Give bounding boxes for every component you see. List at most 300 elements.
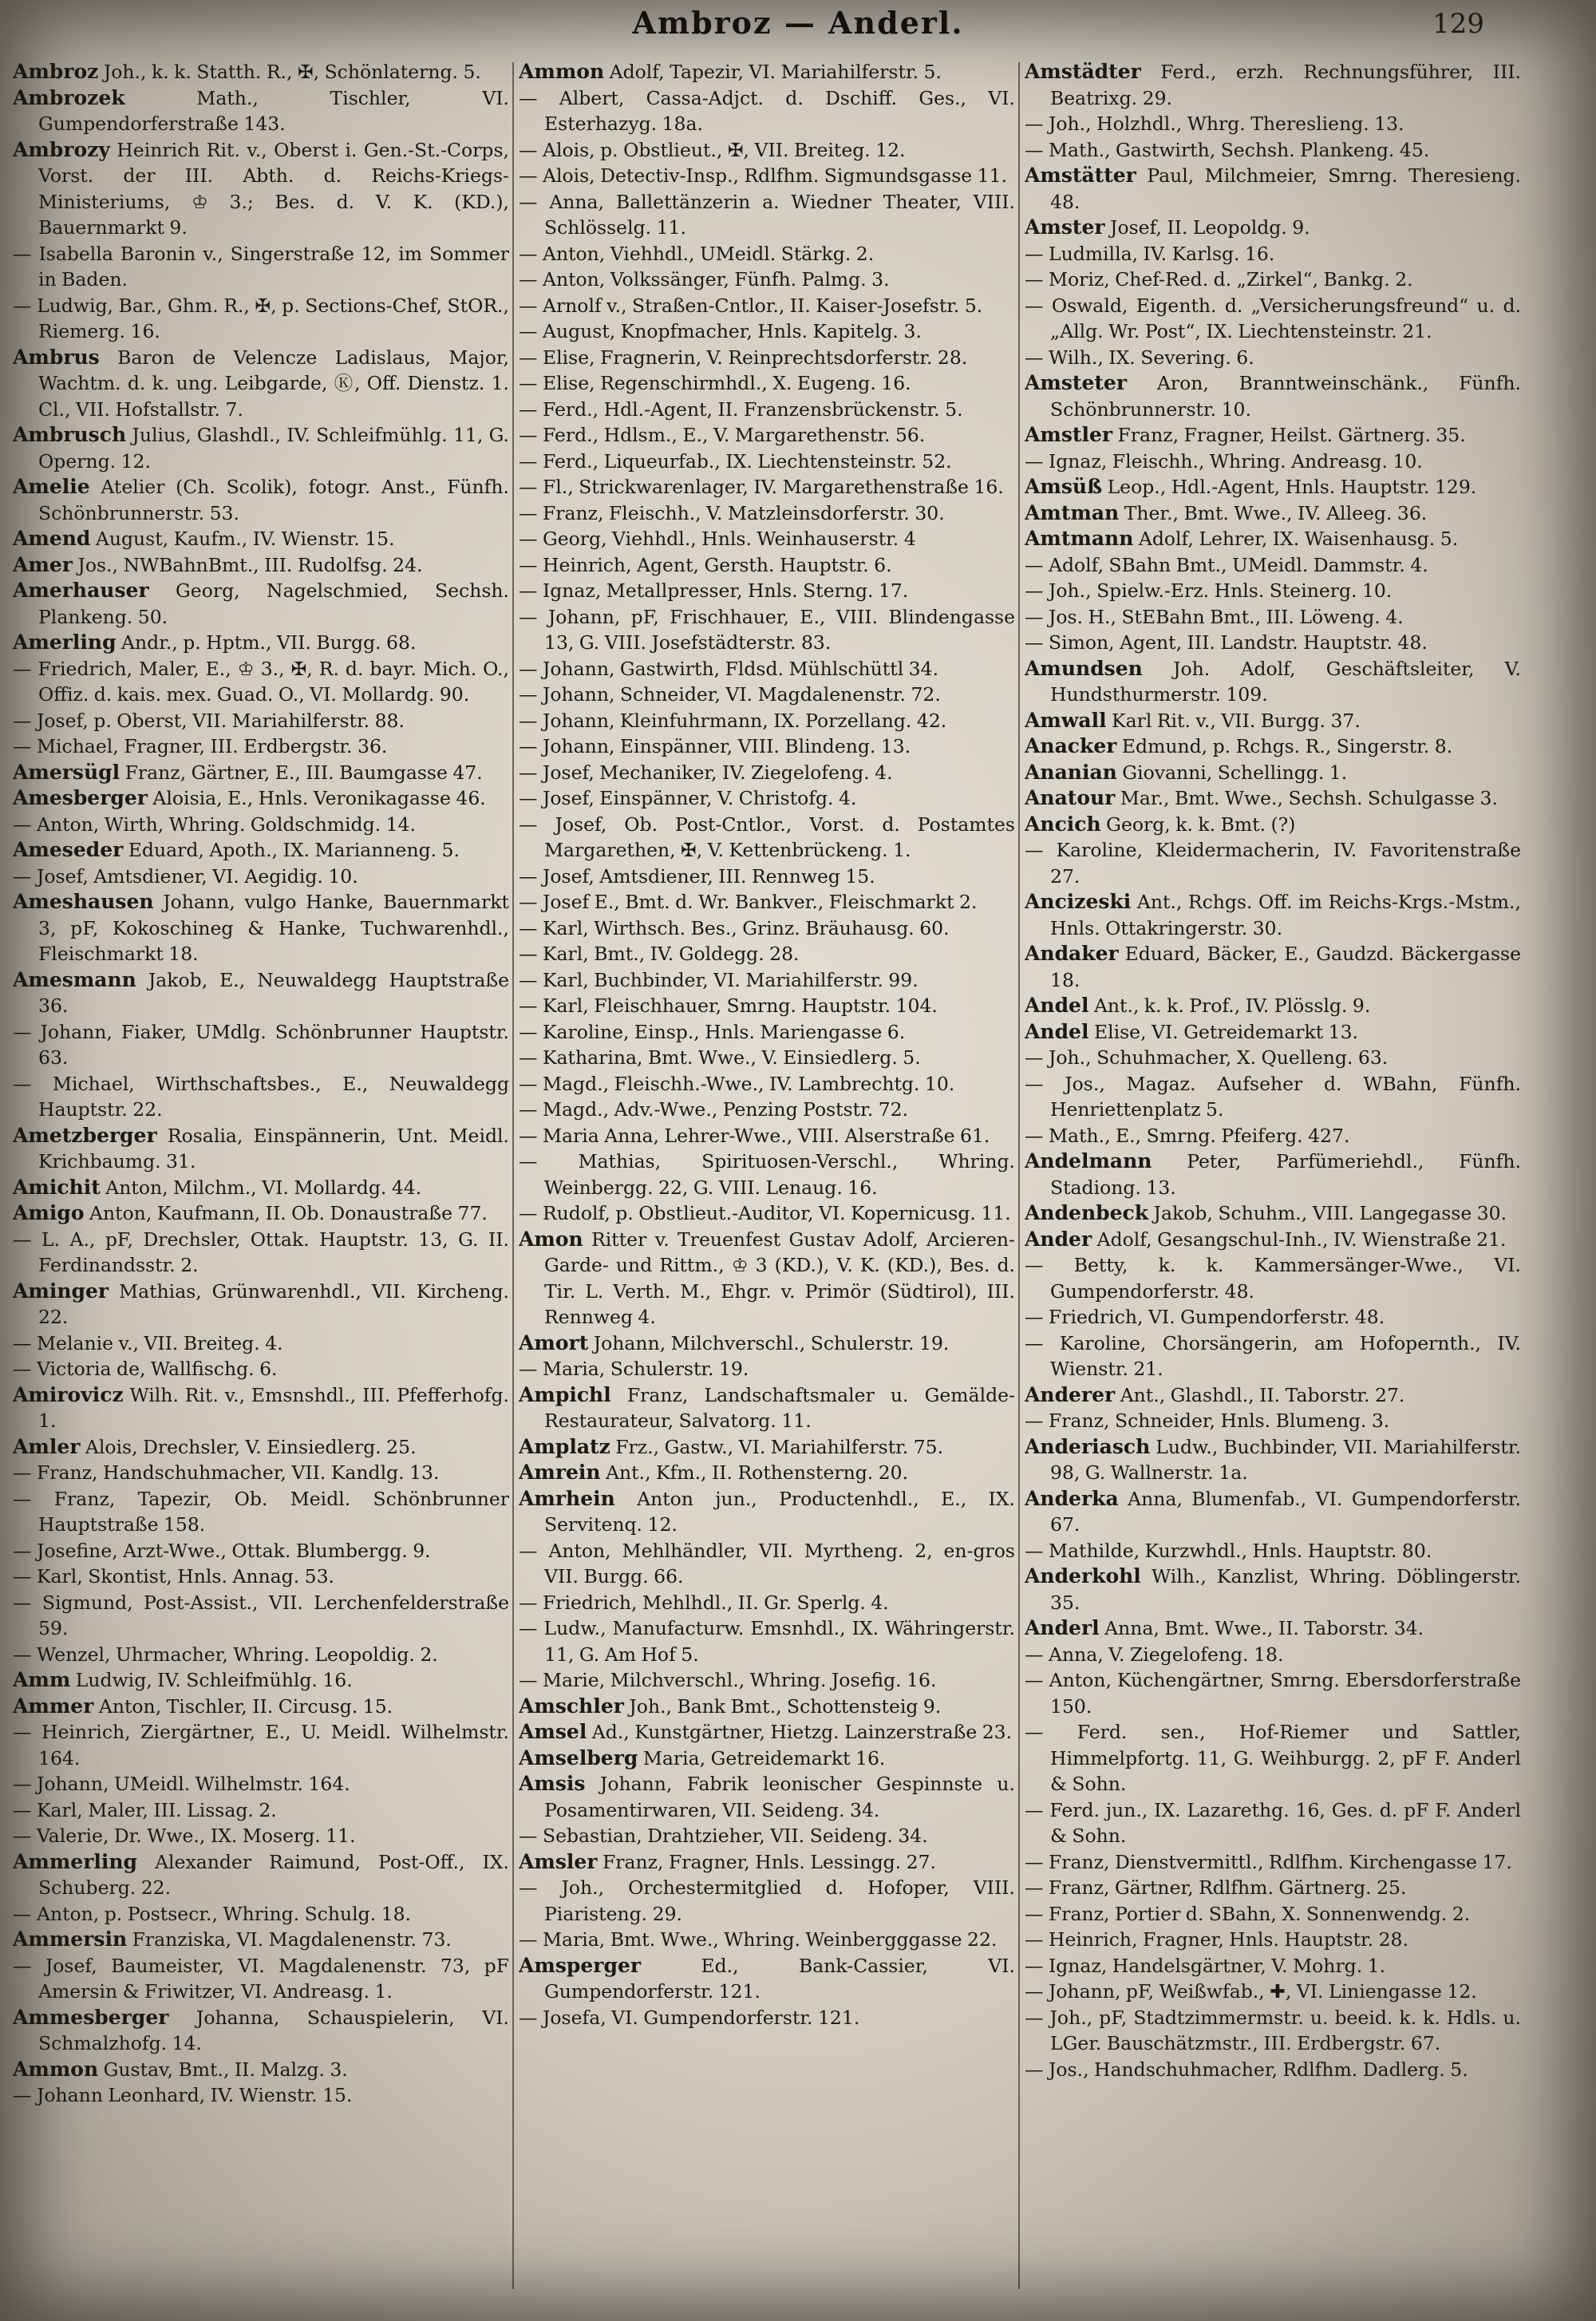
directory-column-3 [1025, 59, 1521, 2310]
entry-surname: Ameseder [13, 838, 124, 861]
entry-details: — Franz, Handschuhmacher, VII. Kandlg. 13. [13, 1461, 440, 1484]
directory-entry [519, 526, 1015, 552]
directory-entry [13, 2082, 509, 2109]
entry-details: Maria, Getreidemarkt 16. [638, 1746, 886, 1769]
directory-entry [1025, 785, 1521, 812]
entry-surname: Ameshausen [13, 890, 154, 913]
entry-details: — Joh., Orchestermitglied d. Hofoper, VIII. Piaristeng. 29. [519, 1876, 1015, 1925]
directory-entry [1025, 708, 1521, 734]
directory-entry [519, 1460, 1015, 1486]
entry-details: — Maria, Bmt. Wwe., Whring. Weinbergggasse 22. [519, 1928, 998, 1951]
entry-surname: Andel [1025, 994, 1089, 1017]
entry-details: — Michael, Fragner, III. Erdbergstr. 36. [13, 735, 388, 757]
directory-entry [519, 2005, 1015, 2031]
entry-details: — Josef, Ob. Post-Cntlor., Vorst. d. Postamtes Margarethen, ✠, V. Kettenbrückeng. 1. [519, 813, 1015, 861]
directory-entry [1025, 760, 1521, 786]
directory-entry [1025, 1382, 1521, 1409]
directory-entry [13, 733, 509, 760]
entry-details: — Elise, Regenschirmhdl., X. Eugeng. 16. [519, 372, 911, 394]
directory-entry [519, 1719, 1015, 1746]
directory-entry [519, 1849, 1015, 1876]
directory-entry [1025, 1953, 1521, 1979]
entry-details: — Ignaz, Fleischh., Whring. Andreasg. 10. [1025, 449, 1423, 473]
entry-surname: Amersügl [13, 760, 120, 784]
entry-surname: Amundsen [1025, 656, 1143, 680]
entry-surname: Amerhauser [13, 579, 149, 602]
entry-details: — Anton, Viehhdl., UMeidl. Stärkg. 2. [519, 242, 875, 265]
entry-details: — Anton, p. Postsecr., Whring. Schulg. 18. [13, 1902, 411, 1925]
directory-entry [1025, 1045, 1521, 1071]
entry-surname: Amstätter [1025, 164, 1136, 187]
entry-details: — Michael, Wirthschaftsbes., E., Neuwaldegg Hauptstr. 22. [13, 1072, 509, 1121]
entry-details: — Ludw., Manufacturw. Emsnhdl., IX. Währingerstr. 11, G. Am Hof 5. [519, 1617, 1015, 1666]
entry-surname: Ananian [1025, 760, 1117, 784]
directory-entry [519, 1875, 1015, 1927]
entry-details: — Friedrich, Mehlhdl., II. Gr. Sperlg. 4. [519, 1591, 889, 1614]
directory-entry [519, 708, 1015, 734]
entry-details: — Josef, Einspänner, V. Christofg. 4. [519, 787, 857, 809]
entry-details: — Ludwig, Bar., Ghm. R., ✠, p. Sections-Chef, StOR., Riemerg. 16. [13, 294, 509, 342]
entry-details: — Oswald, Eigenth. d. „Versicherungsfreund“ u. d. „Allg. Wr. Post“, IX. Liechtensteinstr. 21. [1025, 294, 1521, 342]
directory-entry [13, 1797, 509, 1824]
directory-entry [13, 630, 509, 656]
entry-surname: Amort [519, 1331, 589, 1354]
entry-details: — Sigmund, Post-Assist., VII. Lerchenfelderstraße 59. [13, 1591, 509, 1639]
directory-entry [519, 1746, 1015, 1772]
entry-details: Anton, Kaufmann, II. Ob. Donaustraße 77. [84, 1202, 488, 1224]
entry-details: Anna, Blumenfab., VI. Gumpendorferstr. 67. [1050, 1487, 1521, 1536]
directory-entry [1025, 1149, 1521, 1200]
entry-details: Elise, VI. Getreidemarkt 13. [1088, 1020, 1359, 1043]
entry-details: — Josef E., Bmt. d. Wr. Bankver., Fleischmarkt 2. [519, 891, 978, 913]
entry-details: — Johann, pF, Frischhauer, E., VIII. Blindengasse 13, G. VIII. Josefstädterstr. 83. [519, 605, 1015, 654]
directory-entry [519, 1045, 1015, 1071]
directory-entry [519, 1200, 1015, 1227]
directory-entry [1025, 993, 1521, 1019]
directory-entry [519, 578, 1015, 604]
directory-entry [13, 422, 509, 474]
directory-entry [13, 785, 509, 812]
directory-entry [1025, 1667, 1521, 1719]
directory-entry [519, 682, 1015, 708]
directory-entry [13, 1331, 509, 1357]
entry-details: — Josefine, Arzt-Wwe., Ottak. Blumbergg. 9. [13, 1539, 431, 1562]
entry-details: Ritter v. Treuenfest Gustav Adolf, Arcieren-Garde- und Rittm., ♔ 3 (KD.), V. K. (KD.), Bes. d. Tir. L. Verth. M., Ehgr. v. Primör (Südtirol), III. Rennweg 4. [544, 1228, 1015, 1328]
entry-details: — Karl, Skontist, Hnls. Annag. 53. [13, 1565, 335, 1588]
entry-surname: Anderkohl [1025, 1564, 1141, 1588]
entry-surname: Amster [1025, 215, 1105, 239]
directory-entry [519, 189, 1015, 241]
directory-entry [1025, 889, 1521, 941]
entry-details: Franz, Landschaftsmaler u. Gemälde-Restaurateur, Salvatorg. 11. [544, 1383, 1015, 1432]
entry-surname: Amler [13, 1434, 81, 1458]
entry-surname: Amon [519, 1227, 583, 1251]
entry-details: Andr., p. Hptm., VII. Burgg. 68. [116, 631, 417, 654]
entry-details: Jos., NWBahnBmt., III. Rudolfsg. 24. [72, 553, 423, 576]
entry-surname: Amrein [519, 1461, 601, 1484]
entry-details: — Josef, Amtsdiener, VI. Aegidig. 10. [13, 864, 358, 888]
directory-entry [13, 1927, 509, 1953]
directory-entry [519, 785, 1015, 812]
entry-details: — Franz, Gärtner, Rdlfhm. Gärtnerg. 25. [1025, 1876, 1407, 1899]
directory-entry [1025, 1927, 1521, 1953]
entry-surname: Amichit [13, 1175, 101, 1199]
directory-entry [1025, 1849, 1521, 1876]
entry-details: — Karoline, Kleidermacherin, IV. Favoritenstraße 27. [1025, 839, 1521, 888]
directory-entry [519, 733, 1015, 760]
directory-column-2 [519, 59, 1015, 2310]
directory-entry [13, 708, 509, 734]
entry-details: — Josefa, VI. Gumpendorferstr. 121. [519, 2006, 860, 2029]
entry-details: Baron de Velencze Ladislaus, Major, Wachtm. d. k. ung. Leibgarde, Ⓚ, Off. Dienstz. 1. Cl., VII. Hofstallstr. 7. [38, 346, 509, 421]
entry-details: — Valerie, Dr. Wwe., IX. Moserg. 11. [13, 1825, 356, 1847]
directory-entry [519, 137, 1015, 164]
entry-surname: Ambrozy [13, 137, 110, 161]
entry-details: — Ignaz, Metallpresser, Hnls. Sterng. 17. [519, 579, 909, 602]
directory-entry [519, 1149, 1015, 1200]
entry-details: Ad., Kunstgärtner, Hietzg. Lainzerstraße 23. [587, 1721, 1013, 1743]
entry-surname: Amstler [1025, 423, 1113, 446]
directory-entry [13, 967, 509, 1019]
directory-entry [519, 163, 1015, 189]
entry-surname: Ambrusch [13, 423, 127, 446]
entry-details: Peter, Parfümeriehdl., Fünfh. Stadiong. 13. [1050, 1150, 1521, 1199]
directory-entry [519, 760, 1015, 786]
entry-details: — Anton, Mehlhändler, VII. Myrtheng. 2, en-gros VII. Burgg. 66. [519, 1539, 1015, 1588]
entry-details: — Ferd., Hdlsm., E., V. Margarethenstr. 56. [519, 424, 926, 446]
directory-entry [519, 1331, 1015, 1357]
entry-details: Heinrich Rit. v., Oberst i. Gen.-St.-Corps, Vorst. der III. Abth. d. Reichs-Kriegs-Ministeriums, ♔ 3.; Bes. d. V. K. (KD.), Bauernmarkt 9. [38, 138, 509, 239]
entry-details: — Johann, UMeidl. Wilhelmstr. 164. [13, 1773, 350, 1795]
directory-entry [13, 1486, 509, 1538]
directory-entry [13, 2005, 509, 2057]
entry-surname: Amend [13, 527, 91, 550]
entry-surname: Amelie [13, 475, 90, 498]
entry-details: — Johann, Kleinfuhrmann, IX. Porzellang. 42. [519, 709, 947, 732]
entry-details: — Math., Gastwirth, Sechsh. Plankeng. 45. [1025, 138, 1430, 161]
entry-surname: Amesmann [13, 967, 136, 991]
entry-surname: Amrhein [519, 1486, 615, 1510]
entry-details: — Ferd., Hdl.-Agent, II. Franzensbrückenstr. 5. [519, 397, 963, 421]
directory-entry [519, 1123, 1015, 1149]
entry-details: — Marie, Milchverschl., Whring. Josefig. 16. [519, 1669, 937, 1691]
entry-surname: Ammesberger [13, 2005, 169, 2029]
entry-details: Anna, Bmt. Wwe., II. Taborstr. 34. [1099, 1617, 1424, 1639]
directory-entry [519, 474, 1015, 500]
entry-surname: Ampichl [519, 1382, 611, 1406]
entry-details: — Joh., Holzhdl., Whrg. Thereslieng. 13. [1025, 113, 1404, 135]
entry-details: — Alois, Detectiv-Insp., Rdlfhm. Sigmundsgasse 11. [519, 164, 1008, 187]
directory-entry [519, 889, 1015, 915]
entry-details: — Mathias, Spirituosen-Verschl., Whring. Weinbergg. 22, G. VIII. Lenaug. 16. [519, 1150, 1015, 1199]
entry-details: Wilh. Rit. v., Emsnshdl., III. Pfefferhofg. 1. [38, 1383, 509, 1432]
directory-entry [519, 422, 1015, 449]
entry-surname: Andel [1025, 1019, 1089, 1043]
entry-surname: Amsis [519, 1772, 586, 1795]
entry-details: Georg, k. k. Bmt. (?) [1100, 813, 1296, 836]
directory-entry [1025, 941, 1521, 993]
directory-entry [1025, 656, 1521, 708]
directory-entry [519, 397, 1015, 423]
directory-entry [13, 1227, 509, 1279]
entry-details: Adolf, Lehrer, IX. Waisenhausg. 5. [1133, 528, 1459, 550]
entry-surname: Amtman [1025, 500, 1120, 524]
entry-details: — Anton, Volkssänger, Fünfh. Palmg. 3. [519, 268, 890, 291]
entry-details: — Franz, Fleischh., V. Matzleinsdorferstr. 30. [519, 501, 945, 524]
directory-entry [1025, 1123, 1521, 1149]
directory-columns [0, 59, 1596, 2310]
entry-details: Karl Rit. v., VII. Burgg. 37. [1106, 709, 1361, 732]
entry-details: — Joh., Spielw.-Erz. Hnls. Steinerg. 10. [1025, 579, 1393, 602]
directory-entry [519, 864, 1015, 890]
directory-entry [1025, 1071, 1521, 1123]
entry-details: — Franz, Portier d. SBahn, X. Sonnenwendg. 2. [1025, 1902, 1471, 1925]
directory-entry [13, 1771, 509, 1797]
entry-surname: Ambrus [13, 345, 100, 369]
directory-entry [1025, 1797, 1521, 1849]
directory-entry [13, 85, 509, 137]
entry-details: — Johann, Fiaker, UMdlg. Schönbrunner Hauptstr. 63. [13, 1020, 509, 1069]
directory-entry [1025, 474, 1521, 500]
entry-details: — Anna, Ballettänzerin a. Wiedner Theater, VIII. Schlösselg. 11. [519, 190, 1015, 239]
entry-details: — Johann, pF, Weißwfab., ✚, VI. Liniengasse 12. [1025, 1980, 1477, 2003]
entry-details: — Heinrich, Ziergärtner, E., U. Meidl. Wilhelmstr. 164. [13, 1721, 509, 1769]
entry-details: Jakob, Schuhm., VIII. Langegasse 30. [1148, 1202, 1507, 1224]
entry-details: — Maria, Schulerstr. 19. [519, 1358, 749, 1380]
directory-entry [1025, 1200, 1521, 1227]
directory-entry [13, 1590, 509, 1642]
directory-entry [13, 241, 509, 293]
entry-surname: Amsler [519, 1849, 598, 1873]
directory-entry [1025, 500, 1521, 527]
directory-entry [1025, 241, 1521, 267]
directory-entry [519, 1019, 1015, 1046]
directory-entry [1025, 812, 1521, 838]
entry-details: Josef, II. Leopoldg. 9. [1104, 216, 1310, 239]
directory-entry [1025, 137, 1521, 164]
entry-details: — Anton, Wirth, Whring. Goldschmidg. 14. [13, 813, 416, 836]
entry-details: Math., Tischler, VI. Gumpendorferstraße 143. [38, 86, 509, 135]
directory-entry [519, 656, 1015, 682]
directory-entry [519, 1071, 1015, 1097]
entry-details: Mar., Bmt. Wwe., Sechsh. Schulgasse 3. [1115, 787, 1498, 809]
entry-details: — Georg, Viehhdl., Hnls. Weinhauserstr. 4 [519, 528, 916, 550]
entry-surname: Ambrozek [13, 85, 125, 109]
directory-entry [1025, 1252, 1521, 1304]
entry-surname: Amschler [519, 1694, 624, 1718]
directory-entry [1025, 422, 1521, 449]
directory-entry [519, 1927, 1015, 1953]
entry-details: Alois, Drechsler, V. Einsiedlerg. 25. [80, 1435, 417, 1458]
entry-details: Ant., Rchgs. Off. im Reichs-Krgs.-Mstm., Hnls. Ottakringerstr. 30. [1050, 891, 1521, 939]
directory-entry [13, 1200, 509, 1227]
directory-entry [1025, 2057, 1521, 2083]
entry-surname: Anderiasch [1025, 1434, 1151, 1458]
entry-details: — Johann, Gastwirth, Fldsd. Mühlschüttl 34. [519, 657, 939, 680]
entry-surname: Amwall [1025, 708, 1107, 732]
entry-details: Joh., k. k. Statth. R., ✠, Schönlaterng. 5. [98, 61, 481, 83]
entry-details: — Maria Anna, Lehrer-Wwe., VIII. Alserstraße 61. [519, 1124, 990, 1147]
entry-details: — Franz, Dienstvermittl., Rdlfhm. Kirchengasse 17. [1025, 1850, 1512, 1873]
entry-surname: Amerling [13, 631, 117, 654]
entry-details: — Heinrich, Fragner, Hnls. Hauptstr. 28. [1025, 1928, 1408, 1951]
entry-surname: Amesberger [13, 786, 148, 809]
directory-entry [519, 604, 1015, 656]
entry-surname: Amsperger [519, 1953, 642, 1977]
entry-details: — Anton, Küchengärtner, Smrng. Ebersdorferstraße 150. [1025, 1669, 1521, 1718]
directory-entry [519, 293, 1015, 319]
directory-entry [519, 1356, 1015, 1382]
directory-entry [13, 526, 509, 552]
entry-details: Johann, Fabrik leonischer Gespinnste u. Posamentirwaren, VII. Seideng. 34. [544, 1773, 1015, 1821]
directory-entry [519, 370, 1015, 397]
directory-entry [13, 1564, 509, 1590]
directory-entry [1025, 111, 1521, 137]
entry-details: Atelier (Ch. Scolik), fotogr. Anst., Fünfh. Schönbrunnerstr. 53. [38, 476, 509, 524]
entry-details: — Joh., pF, Stadtzimmermstr. u. beeid. k. k. Hdls. u. LGer. Bauschätzmstr., III. Erdbergstr. 67. [1025, 2006, 1521, 2054]
entry-surname: Ancizeski [1025, 890, 1132, 913]
directory-entry [13, 1382, 509, 1434]
directory-entry [1025, 578, 1521, 604]
entry-surname: Ambroz [13, 60, 99, 83]
entry-details: Edmund, p. Rchgs. R., Singerstr. 8. [1116, 735, 1453, 757]
directory-entry [519, 1615, 1015, 1667]
entry-surname: Ammerling [13, 1849, 138, 1873]
entry-details: — Josef, Mechaniker, IV. Ziegelofeng. 4. [519, 761, 893, 784]
directory-entry [519, 1227, 1015, 1331]
entry-surname: Ammersin [13, 1928, 128, 1951]
directory-entry [13, 889, 509, 967]
entry-surname: Amsteter [1025, 371, 1128, 394]
entry-details: — Josef, p. Oberst, VII. Mariahilferstr. 88. [13, 709, 405, 732]
directory-entry [1025, 59, 1521, 111]
directory-entry [1025, 1331, 1521, 1382]
directory-entry [1025, 1408, 1521, 1434]
directory-entry [13, 1953, 509, 2005]
directory-entry [13, 1667, 509, 1694]
entry-details: — Sebastian, Drahtzieher, VII. Seideng. 34. [519, 1825, 928, 1847]
entry-surname: Ametzberger [13, 1123, 157, 1147]
directory-entry [1025, 1564, 1521, 1615]
directory-entry [519, 1823, 1015, 1849]
directory-entry [13, 1538, 509, 1564]
entry-details: Anton, Milchm., VI. Mollardg. 44. [100, 1176, 422, 1199]
entry-details: — Josef, Baumeister, VI. Magdalenenstr. 73, pF Amersin & Friwitzer, VI. Andreasg. 1. [13, 1954, 509, 2003]
entry-surname: Anderer [1025, 1382, 1116, 1406]
directory-entry [1025, 630, 1521, 656]
entry-details: Franziska, VI. Magdalenenstr. 73. [127, 1928, 452, 1951]
entry-surname: Amm [13, 1668, 71, 1691]
entry-details: Joh. Adolf, Geschäftsleiter, V. Hundsthurmerstr. 109. [1050, 657, 1521, 706]
entry-details: — L. A., pF, Drechsler, Ottak. Hauptstr. 13, G. II. Ferdinandsstr. 2. [13, 1228, 509, 1276]
entry-details: — Karl, Bmt., IV. Goldegg. 28. [519, 943, 800, 965]
entry-details: — Alois, p. Obstlieut., ✠, VII. Breiteg. 12. [519, 138, 906, 161]
entry-surname: Anderl [1025, 1616, 1100, 1639]
directory-entry [13, 1071, 509, 1123]
entry-surname: Amselberg [519, 1746, 638, 1769]
directory-entry [1025, 267, 1521, 293]
entry-details: — Math., E., Smrng. Pfeiferg. 427. [1025, 1124, 1350, 1147]
directory-entry [13, 1901, 509, 1928]
directory-entry [1025, 837, 1521, 889]
entry-details: — August, Knopfmacher, Hnls. Kapitelg. 3. [519, 320, 922, 342]
directory-entry [1025, 1486, 1521, 1538]
entry-details: — Adolf, SBahn Bmt., UMeidl. Dammstr. 4. [1025, 553, 1428, 576]
directory-entry [519, 1771, 1015, 1823]
entry-details: Johanna, Schauspielerin, VI. Schmalzhofg. 14. [38, 2006, 509, 2054]
entry-details: — Friedrich, Maler, E., ♔ 3., ✠, R. d. bayr. Mich. O., Offiz. d. kais. mex. Guad. O., VI. Mollardg. 90. [13, 657, 509, 706]
directory-entry [13, 1279, 509, 1331]
entry-surname: Amstädter [1025, 60, 1141, 83]
entry-surname: Amsüß [1025, 475, 1103, 498]
entry-surname: Amigo [13, 1201, 85, 1224]
entry-details: — Jos., Magaz. Aufseher d. WBahn, Fünfh. Henriettenplatz 5. [1025, 1072, 1521, 1121]
directory-entry [519, 345, 1015, 371]
directory-entry [13, 864, 509, 890]
entry-details: Adolf, Gesangschul-Inh., IV. Wienstraße 21. [1092, 1228, 1507, 1251]
entry-surname: Ammon [519, 60, 605, 83]
directory-entry [13, 1849, 509, 1901]
entry-details: Alexander Raimund, Post-Off., IX. Schuberg. 22. [38, 1850, 509, 1899]
directory-entry [519, 967, 1015, 994]
entry-details: — Karoline, Chorsängerin, am Hofopernth., IV. Wienstr. 21. [1025, 1331, 1521, 1380]
directory-entry [519, 59, 1015, 85]
directory-entry [13, 656, 509, 708]
entry-details: Frz., Gastw., VI. Mariahilferstr. 75. [610, 1435, 944, 1458]
entry-details: Ant., k. k. Prof., IV. Plösslg. 9. [1088, 994, 1371, 1017]
entry-details: Franz, Fragner, Hnls. Lessingg. 27. [597, 1850, 937, 1873]
directory-entry [13, 345, 509, 423]
entry-surname: Amirovicz [13, 1382, 124, 1406]
entry-details: Franz, Gärtner, E., III. Baumgasse 47. [120, 761, 483, 784]
entry-details: Paul, Milchmeier, Smrng. Theresieng. 48. [1050, 164, 1521, 213]
entry-surname: Amplatz [519, 1434, 610, 1458]
directory-entry [13, 2057, 509, 2083]
directory-entry [1025, 2005, 1521, 2057]
directory-entry [1025, 1434, 1521, 1486]
entry-details: Anton, Tischler, II. Circusg. 15. [93, 1694, 393, 1718]
entry-details: Eduard, Bäcker, E., Gaudzd. Bäckergasse 18. [1050, 943, 1521, 991]
directory-entry [1025, 1615, 1521, 1642]
entry-details: Ant., Kfm., II. Rothensterng. 20. [600, 1461, 909, 1484]
entry-details: Adolf, Tapezir, VI. Mariahilferstr. 5. [604, 61, 942, 83]
directory-entry [1025, 1642, 1521, 1668]
directory-entry [13, 474, 509, 526]
entry-details: — Katharina, Bmt. Wwe., V. Einsiedlerg. 5. [519, 1046, 921, 1069]
directory-entry [1025, 1901, 1521, 1928]
directory-entry [1025, 1019, 1521, 1046]
directory-entry [13, 837, 509, 864]
entry-details: — Friedrich, VI. Gumpendorferstr. 48. [1025, 1306, 1385, 1328]
entry-details: — Fl., Strickwarenlager, IV. Margarethenstraße 16. [519, 476, 1004, 498]
entry-details: Franz, Fragner, Heilst. Gärtnerg. 35. [1112, 424, 1466, 446]
directory-entry [519, 1486, 1015, 1538]
directory-entry [519, 1953, 1015, 2005]
directory-entry [13, 552, 509, 579]
entry-details: — Johann, Einspänner, VIII. Blindeng. 13. [519, 735, 911, 757]
entry-details: Aloisia, E., Hnls. Veronikagasse 46. [147, 787, 486, 809]
entry-surname: Anacker [1025, 734, 1117, 757]
entry-details: Gustav, Bmt., II. Malzg. 3. [98, 2058, 348, 2081]
entry-details: Julius, Glashdl., IV. Schleifmühlg. 11, G. Operng. 12. [38, 424, 509, 473]
entry-details: Ludw., Buchbinder, VII. Mariahilferstr. 98, G. Wallnerstr. 1a. [1050, 1435, 1521, 1484]
directory-entry [519, 812, 1015, 864]
directory-entry [1025, 345, 1521, 371]
entry-surname: Andelmann [1025, 1149, 1152, 1172]
directory-entry [13, 1694, 509, 1720]
directory-entry [519, 552, 1015, 579]
entry-details: Ferd., erzh. Rechnungsführer, III. Beatrixg. 29. [1050, 61, 1521, 109]
